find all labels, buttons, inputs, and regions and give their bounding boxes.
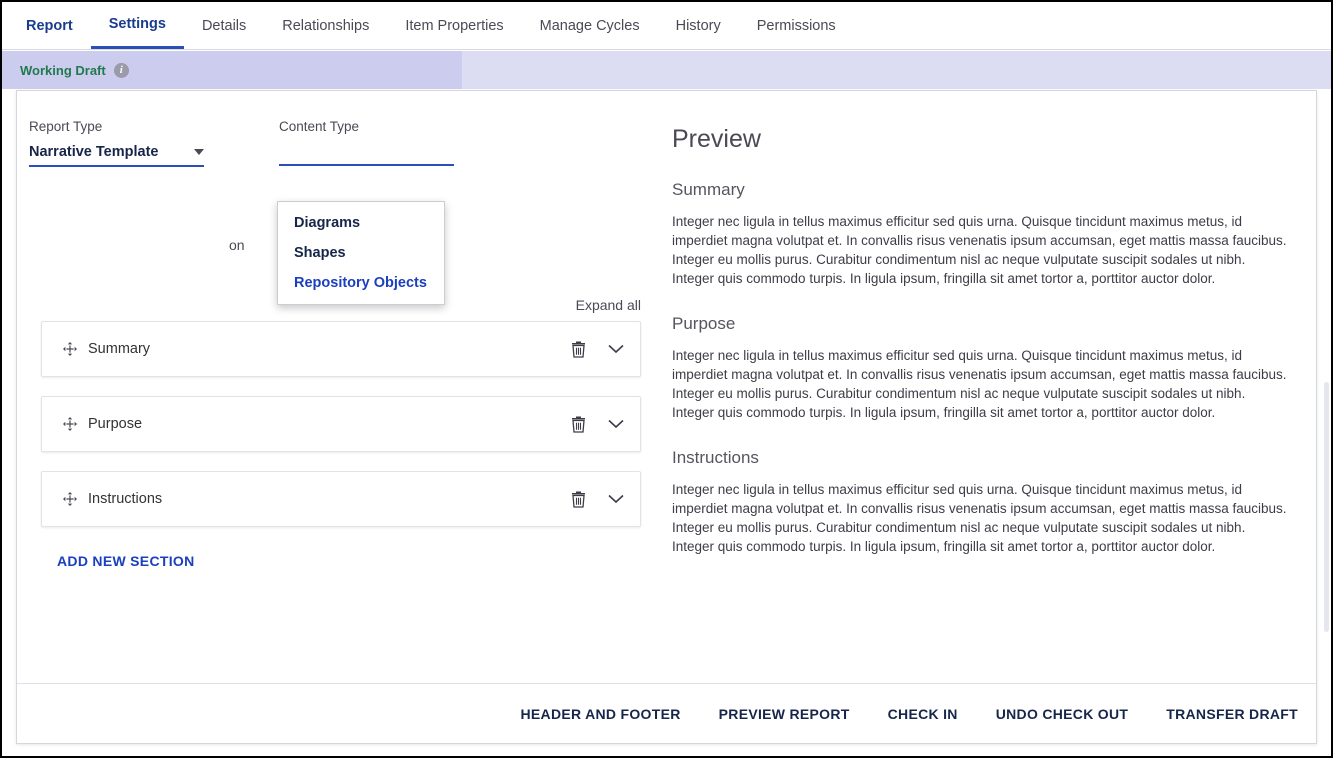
content-type-field	[279, 119, 454, 166]
transfer-draft-button[interactable]: TRANSFER DRAFT	[1166, 705, 1298, 722]
status-strip	[2, 51, 1331, 89]
settings-left-column	[17, 91, 667, 683]
expand-section-icon[interactable]	[606, 419, 626, 429]
section-title: Purpose	[88, 416, 143, 432]
preview-report-button[interactable]: PREVIEW REPORT	[718, 705, 850, 722]
preview-block	[672, 180, 1292, 288]
dropdown-option-repository-objects[interactable]: Repository Objects	[294, 275, 427, 291]
conjunction-label: on	[229, 237, 245, 253]
drag-handle-icon[interactable]	[62, 416, 78, 432]
tab-settings-label: Settings	[108, 16, 166, 32]
preview-heading: Purpose	[672, 314, 736, 333]
preview-title: Preview	[672, 125, 761, 153]
tab-permissions-label: Permissions	[756, 17, 836, 34]
preview-heading: Summary	[672, 180, 745, 199]
report-type-value: Narrative Template	[29, 144, 159, 160]
section-row[interactable]	[41, 396, 641, 452]
dropdown-option-diagrams[interactable]: Diagrams	[294, 215, 361, 231]
tab-permissions[interactable]	[739, 2, 854, 49]
settings-card	[16, 90, 1317, 744]
add-new-section-button[interactable]: ADD NEW SECTION	[57, 553, 195, 569]
preview-heading: Instructions	[672, 448, 759, 467]
header-and-footer-button[interactable]: HEADER AND FOOTER	[520, 705, 681, 722]
delete-section-icon[interactable]	[568, 341, 588, 358]
chevron-down-icon	[194, 149, 204, 155]
section-title: Summary	[88, 341, 151, 357]
tab-details-label: Details	[201, 17, 247, 34]
tab-relationships[interactable]	[264, 2, 387, 49]
page-scrollbar[interactable]	[1324, 382, 1329, 632]
section-row[interactable]	[41, 321, 641, 377]
expand-section-icon[interactable]	[606, 344, 626, 354]
undo-check-out-button[interactable]: UNDO CHECK OUT	[995, 705, 1129, 722]
preview-pane	[672, 125, 1292, 683]
footer-action-bar	[17, 683, 1316, 743]
expand-section-icon[interactable]	[606, 494, 626, 504]
check-in-button[interactable]: CHECK IN	[887, 705, 958, 722]
preview-block	[672, 314, 1292, 422]
report-type-select[interactable]	[29, 144, 204, 167]
drag-handle-icon[interactable]	[62, 341, 78, 357]
sections-list	[41, 321, 641, 546]
content-type-dropdown-menu	[277, 201, 445, 305]
section-title: Instructions	[88, 491, 163, 507]
section-row[interactable]	[41, 471, 641, 527]
tab-history-label: History	[675, 17, 721, 34]
preview-body: Integer nec ligula in tellus maximus efficitur sed quis urna. Quisque tincidunt maximus metus, id imperdiet magna volutpat et. In convallis risus venenatis ipsum accumsan, eget mattis massa faucibus. Integer eu mollis purus. Curabitur condimentum nisl ac neque vulputate suscipit sodales ut nibh. Integer quis commodo turpis. In ligula ipsum, fringilla sit amet tortor a, porttitor auctor dolor.	[672, 348, 1287, 420]
report-type-field	[29, 119, 204, 167]
tab-item-properties[interactable]	[387, 2, 521, 49]
tab-report[interactable]	[20, 2, 91, 49]
tab-settings[interactable]	[91, 2, 184, 49]
tab-manage-cycles[interactable]	[522, 2, 658, 49]
tab-report-label: Report	[26, 17, 73, 34]
preview-body: Integer nec ligula in tellus maximus efficitur sed quis urna. Quisque tincidunt maximus metus, id imperdiet magna volutpat et. In convallis risus venenatis ipsum accumsan, eget mattis massa faucibus. Integer eu mollis purus. Curabitur condimentum nisl ac neque vulputate suscipit sodales ut nibh. Integer quis commodo turpis. In ligula ipsum, fringilla sit amet tortor a, porttitor auctor dolor.	[672, 482, 1287, 554]
primary-tab-bar	[2, 2, 1331, 50]
drag-handle-icon[interactable]	[62, 491, 78, 507]
report-type-label: Report Type	[29, 119, 103, 134]
expand-all-link[interactable]: Expand all	[575, 297, 641, 313]
tab-relationships-label: Relationships	[282, 17, 370, 34]
tab-details[interactable]	[184, 2, 264, 49]
delete-section-icon[interactable]	[568, 491, 588, 508]
info-icon[interactable]: i	[114, 63, 129, 78]
dropdown-option-shapes[interactable]: Shapes	[294, 245, 346, 261]
delete-section-icon[interactable]	[568, 416, 588, 433]
content-type-select[interactable]	[279, 144, 454, 166]
content-type-label: Content Type	[279, 119, 360, 134]
working-draft-status: Working Draft	[20, 62, 106, 78]
tab-manage-cycles-label: Manage Cycles	[539, 17, 640, 34]
preview-body: Integer nec ligula in tellus maximus efficitur sed quis urna. Quisque tincidunt maximus metus, id imperdiet magna volutpat et. In convallis risus venenatis ipsum accumsan, eget mattis massa faucibus. Integer eu mollis purus. Curabitur condimentum nisl ac neque vulputate suscipit sodales ut nibh. Integer quis commodo turpis. In ligula ipsum, fringilla sit amet tortor a, porttitor auctor dolor.	[672, 214, 1287, 286]
tab-history[interactable]	[658, 2, 739, 49]
tab-item-properties-label: Item Properties	[405, 17, 504, 34]
preview-block	[672, 448, 1292, 556]
